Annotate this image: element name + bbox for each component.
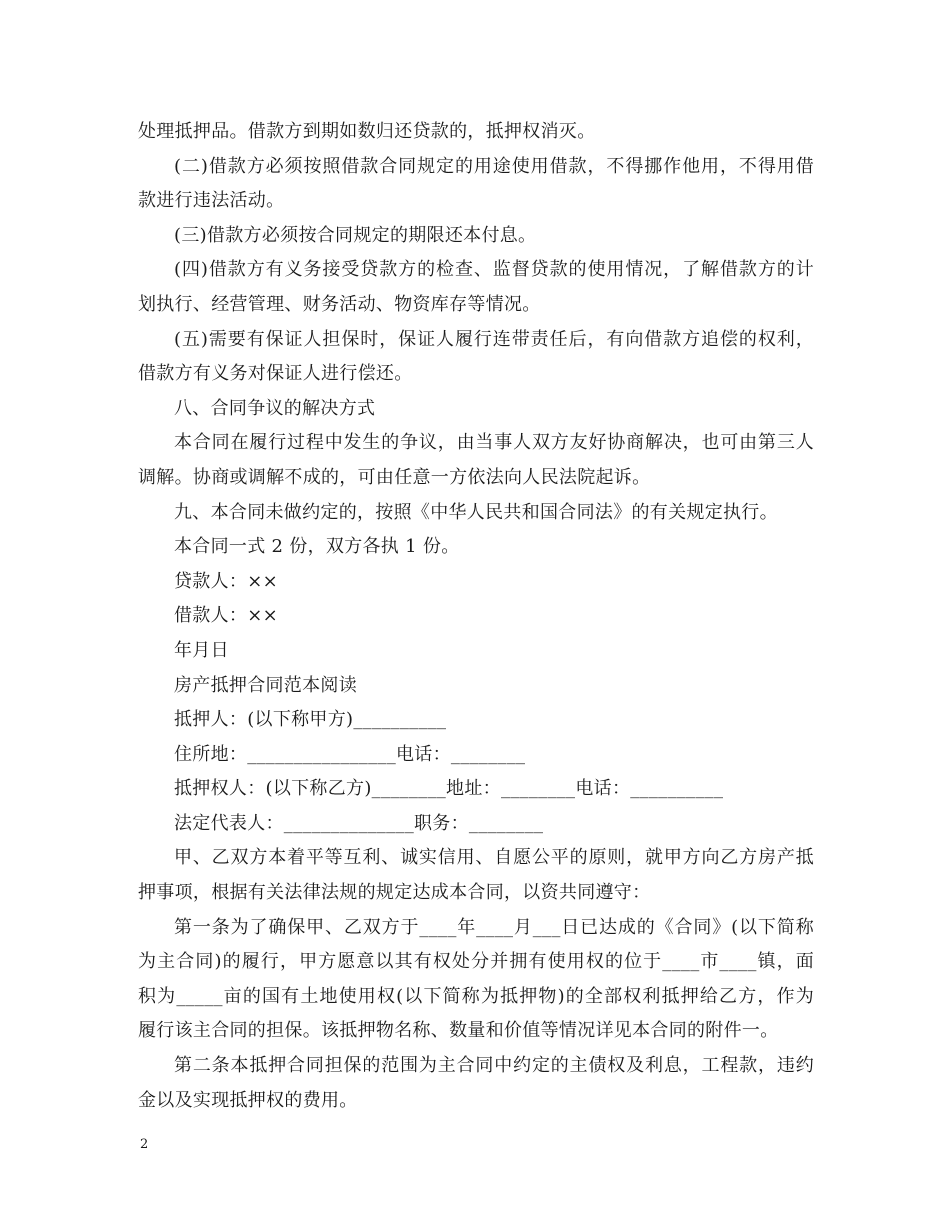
text-line: 调解。协商或调解不成的，可由任意一方依法向人民法院起诉。 <box>138 466 651 488</box>
text-line: 抵押人：(以下称甲方)__________ <box>174 709 447 731</box>
text-line: 第二条本抵押合同担保的范围为主合同中约定的主债权及利息，工程款，违约 <box>174 1055 814 1077</box>
text-line: 划执行、经营管理、财务活动、物资库存等情况。 <box>138 293 541 315</box>
text-line: 住所地：________________电话：________ <box>174 743 526 765</box>
text-line: 九、本合同未做约定的，按照《中华人民共和国合同法》的有关规定执行。 <box>174 501 778 523</box>
text-line: (四)借款方有义务接受贷款方的检查、监督贷款的使用情况，了解借款方的计 <box>174 259 814 281</box>
text-line: 款进行违法活动。 <box>138 190 285 212</box>
text-line: 押事项，根据有关法律法规的规定达成本合同，以资共同遵守： <box>138 882 651 904</box>
text-line: 金以及实现抵押权的费用。 <box>138 1089 358 1111</box>
text-line: 年月日 <box>174 639 229 661</box>
text-line: 本合同在履行过程中发生的争议，由当事人双方友好协商解决，也可由第三人 <box>174 432 814 454</box>
text-line: 本合同一式 2 份，双方各执 1 份。 <box>174 536 460 558</box>
text-line: 为主合同)的履行，甲方愿意以其有权处分并拥有使用权的位于____市____镇，面 <box>138 951 814 973</box>
text-line: (二)借款方必须按照借款合同规定的用途使用借款，不得挪作他用，不得用借 <box>174 155 814 177</box>
text-line: 借款人：×× <box>174 605 278 627</box>
text-line: 房产抵押合同范本阅读 <box>174 674 357 696</box>
text-line: 抵押权人：(以下称乙方)________地址：________电话：__________ <box>174 778 724 800</box>
text-line: 处理抵押品。借款方到期如数归还贷款的，抵押权消灭。 <box>138 121 596 142</box>
text-line: 积为_____亩的国有土地使用权(以下简称为抵押物)的全部权利抵押给乙方，作为 <box>138 985 814 1007</box>
text-line: 履行该主合同的担保。该抵押物名称、数量和价值等情况详见本合同的附件一。 <box>138 1020 779 1042</box>
page-number: 2 <box>140 1137 149 1152</box>
text-line: 甲、乙双方本着平等互利、诚实信用、自愿公平的原则，就甲方向乙方房产抵 <box>174 847 814 869</box>
document-body <box>138 115 814 1118</box>
text-line: 八、合同争议的解决方式 <box>174 397 376 419</box>
text-line: 贷款人：×× <box>174 570 278 592</box>
text-line: (三)借款方必须按合同规定的期限还本付息。 <box>174 224 537 246</box>
text-line: (五)需要有保证人担保时，保证人履行连带责任后，有向借款方追偿的权利， <box>174 328 814 350</box>
text-line: 借款方有义务对保证人进行偿还。 <box>138 363 413 385</box>
text-line: 法定代表人：______________职务：________ <box>174 812 544 834</box>
text-line: 第一条为了确保甲、乙双方于____年____月___日已达成的《合同》(以下简称 <box>174 916 814 938</box>
